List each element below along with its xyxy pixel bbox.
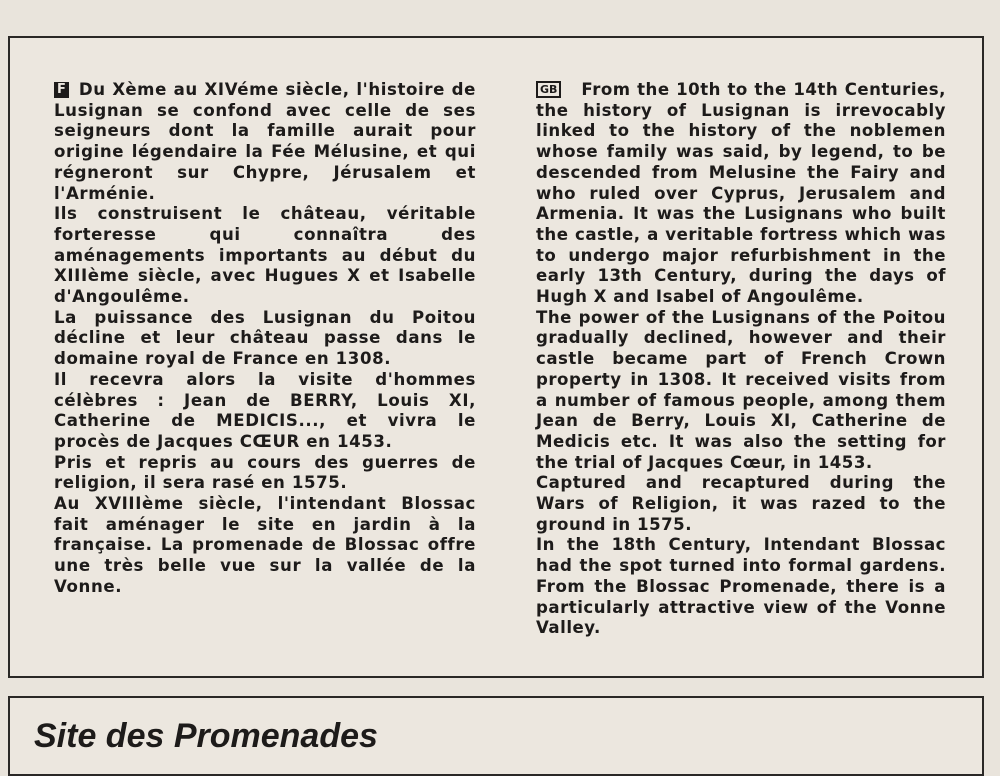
english-paragraph: [536, 80, 946, 308]
next-sign-panel: [8, 696, 984, 776]
french-paragraph: [54, 80, 476, 204]
english-flag-badge: GB: [536, 81, 561, 98]
french-paragraph: Au XVIIIème siècle, l'intendant Blossac fait aménager le site en jardin à la française. La promenade de Blossac offre une très belle vue sur la vallée de la Vonne.: [54, 494, 476, 596]
french-paragraph: Il recevra alors la visite d'hommes célèbres : Jean de BERRY, Louis XI, Catherine de MEDICIS..., et vivra le procès de Jacques CŒUR en 1453.: [54, 369, 476, 451]
french-paragraph-text: Du Xème au XIVéme siècle, l'histoire de Lusignan se confond avec celle de ses seigneurs dont la famille aurait pour origine légendaire la Fée Mélusine, et qui régneront sur Chypre, Jérusalem et l'Arménie.: [54, 80, 476, 203]
french-paragraph: Pris et repris au cours des guerres de religion, il sera rasé en 1575.: [54, 452, 476, 493]
french-paragraph: Ils construisent le château, véritable forteresse qui connaîtra des aménagements importants au début du XIIIème siècle, avec Hugues X et Isabelle d'Angoulême.: [54, 204, 476, 307]
english-paragraph-text: From the 10th to the 14th Centuries, the history of Lusignan is irrevocably linked to the history of the noblemen whose family was said, by legend, to be descended from Melusine the Fairy and who ruled over Cyprus, Jerusalem and Armenia. It was the Lusignans who built the castle, a veritable fortress which was to undergo major refurbishment in the early 13th Century, during the days of Hugh X and Isabel of Angoulême.: [536, 80, 946, 307]
english-paragraph: In the 18th Century, Intendant Blossac had the spot turned into formal gardens. From the Blossac Promenade, there is a particularly attractive view of the Vonne Valley.: [536, 535, 946, 638]
english-paragraph: The power of the Lusignans of the Poitou gradually declined, however and their castle became part of French Crown property in 1308. It received visits from a number of famous people, among them Jean de Berry, Louis XI, Catherine de Medicis etc. It was also the setting for the trial of Jacques Cœur, in 1453.: [536, 307, 946, 472]
french-text-column: [54, 80, 476, 598]
english-text-column: [536, 80, 946, 639]
history-sign-panel: [8, 36, 984, 678]
english-paragraph: Captured and recaptured during the Wars of Religion, it was razed to the ground in 1575.: [536, 473, 946, 534]
french-paragraph: La puissance des Lusignan du Poitou décline et leur château passe dans le domaine royal de France en 1308.: [54, 307, 476, 369]
french-flag-badge: F: [54, 82, 69, 98]
site-title: Site des Promenades: [34, 717, 378, 755]
